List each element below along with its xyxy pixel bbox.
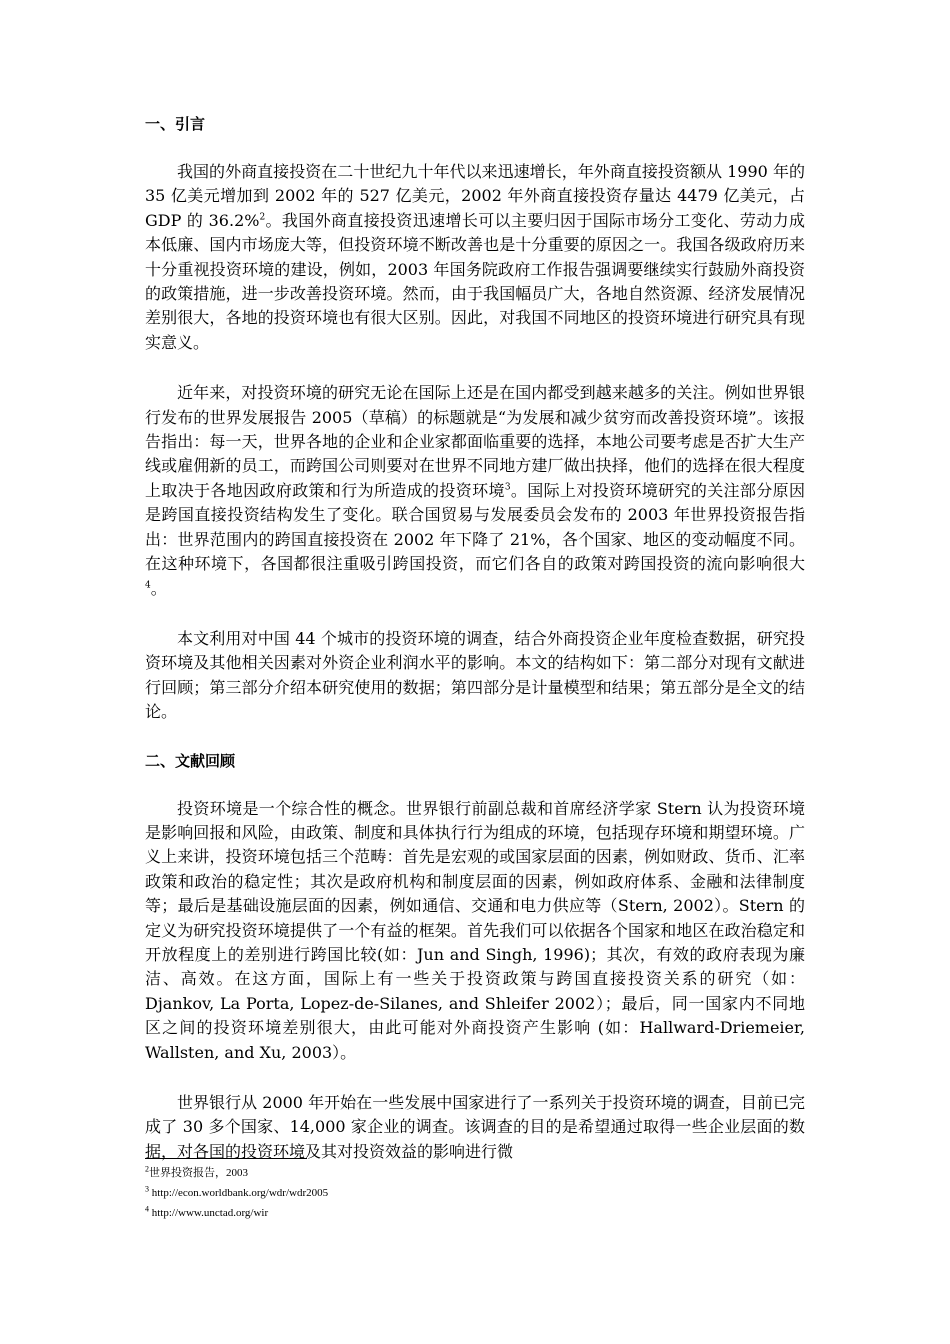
section-heading-literature: 二、文献回顾 — [145, 751, 236, 770]
footnote-separator — [145, 1158, 307, 1159]
footnote-number: 2 — [145, 1164, 149, 1174]
footnote-ref[interactable]: 4 — [145, 580, 151, 591]
footnote-ref[interactable]: 3 — [504, 482, 511, 493]
document-body — [145, 112, 805, 1164]
paragraph-intro-2 — [145, 381, 805, 601]
footnote-link[interactable]: http://www.unctad.org/wir — [151, 1207, 269, 1219]
footnote-item — [145, 1163, 805, 1183]
footnote-text: 世界投资报告，2003 — [149, 1167, 248, 1179]
paragraph-text: 我国的外商直接投资在二十世纪九十年代以来迅速增长，年外商直接投资额从 1990 年的 35 亿美元增加到 2002 年的 527 亿美元，2002 年外商直接投资存量达 4479 亿美元，占 GDP 的 36.2% — [145, 162, 805, 230]
footnote-item — [145, 1203, 805, 1223]
paragraph-text: 。我国外商直接投资迅速增长可以主要归因于国际市场分工变化、劳动力成本低廉、国内市场庞大等，但投资环境不断改善也是十分重要的原因之一。我国各级政府历来十分重视投资环境的建设，例如，2003 年国务院政府工作报告强调要继续实行鼓励外商投资的政策措施，进一步改善投资环境。然而，由于我国幅员广大，各地自然资源、经济发展情况差别很大，各地的投资环境也有很大区别。因此，对我国不同地区的投资环境进行研究具有现实意义。 — [145, 210, 805, 352]
paragraph-text: 。国际上对投资环境研究的关注部分原因是跨国直接投资结构发生了变化。联合国贸易与发展委员会发布的 2003 年世界投资报告指出：世界范围内的跨国直接投资在 2002 年下降了 21%，各个国家、地区的变动幅度不同。在这种环境下，各国都很注重吸引跨国投资，而它们各自的政策对跨国投资的流向影响很大 — [145, 480, 805, 574]
paragraph-text: 近年来，对投资环境的研究无论在国际上还是在国内都受到越来越多的关注。例如世界银行发布的世界发展报告 2005（草稿）的标题就是“为发展和减少贫穷而改善投资环境”。该报告指出：每一天，世界各地的企业和企业家都面临重要的选择，本地公司要考虑是否扩大生产线或雇佣新的员工，而跨国公司则要对在世界不同地方建厂做出抉择，他们的选择在很大程度上取决于各地因政府政策和行为所造成的投资环境 — [145, 383, 805, 500]
paragraph-text: 。 — [150, 578, 167, 598]
footnote-ref[interactable]: 2 — [259, 212, 266, 223]
paragraph-literature-1: 投资环境是一个综合性的概念。世界银行前副总裁和首席经济学家 Stern 认为投资环境是影响回报和风险，由政策、制度和具体执行行为组成的环境，包括现存环境和期望环境。广义上来讲，投资环境包括三个范畴：首先是宏观的或国家层面的因素，例如财政、货币、汇率政策和政治的稳定性；其次是政府机构和制度层面的因素，例如政府体系、金融和法律制度等；最后是基础设施层面的因素，例如通信、交通和电力供应等（Stern, 2002）。Stern 的定义为研究投资环境提供了一个有益的框架。首先我们可以依据各个国家和地区在政治稳定和开放程度上的差别进行跨国比较(如：Jun and Singh, 1996)；其次，有效的政府表现为廉洁、高效。在这方面，国际上有一些关于投资政策与跨国直接投资关系的研究（如：Djankov, La Porta, Lopez-de-Silanes, and Shleifer 2002）；最后，同一国家内不同地区之间的投资环境差别很大，由此可能对外商投资产生影响 (如：Hallward-Driemeier, Wallsten, and Xu, 2003）。 — [145, 798, 805, 1062]
section-heading-intro: 一、引言 — [145, 115, 206, 133]
footnote-item — [145, 1183, 805, 1203]
paragraph-literature-2: 世界银行从 2000 年开始在一些发展中国家进行了一系列关于投资环境的调查，目前已完成了 30 多个国家、14,000 家企业的调查。该调查的目的是希望通过取得一些企业层面的数据，对各国的投资环境及其对投资效益的影响进行微 — [145, 1093, 805, 1161]
footnote-number: 4 — [145, 1204, 149, 1214]
footnotes — [145, 1158, 805, 1223]
footnote-link[interactable]: http://econ.worldbank.org/wdr/wdr2005 — [151, 1187, 329, 1199]
footnote-number: 3 — [145, 1184, 149, 1194]
paragraph-intro-3: 本文利用对中国 44 个城市的投资环境的调查，结合外商投资企业年度检查数据，研究投资环境及其他相关因素对外资企业利润水平的影响。本文的结构如下：第二部分对现有文献进行回顾；第三部分介绍本研究使用的数据；第四部分是计量模型和结果；第五部分是全文的结论。 — [145, 628, 805, 722]
paragraph-intro-1 — [145, 160, 805, 355]
